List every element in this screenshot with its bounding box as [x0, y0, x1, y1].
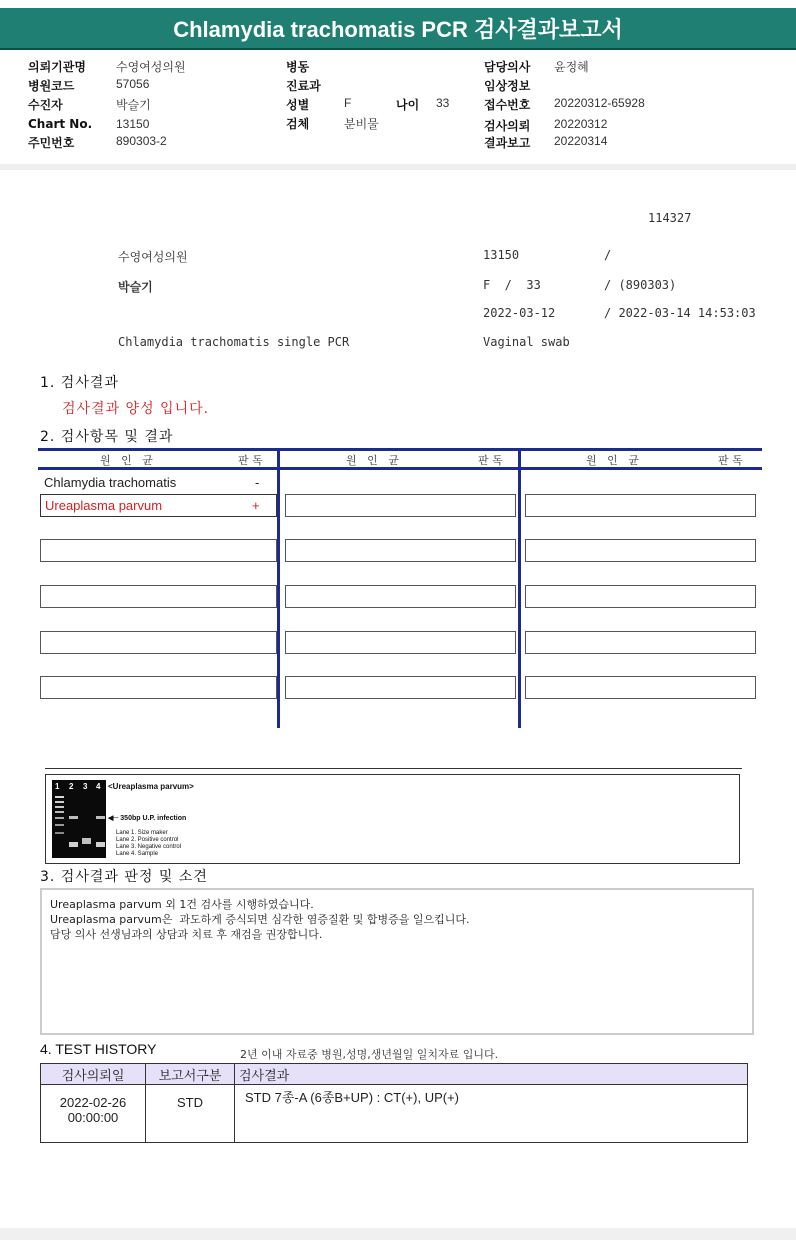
header-value-hospital-code: 57056: [116, 77, 150, 91]
report-title: Chlamydia trachomatis PCR 검사결과보고서: [0, 8, 796, 50]
history-table: [40, 1063, 748, 1143]
history-header-result: 검사결과: [235, 1064, 748, 1085]
gel-top-rule: [45, 768, 742, 769]
header-label-request-date: 검사의뢰: [484, 119, 531, 133]
header-value-chart-no: 13150: [116, 117, 150, 131]
opinion-line: Ureaplasma parvum은 과도하게 증식되면 심각한 염증질환 및 합병증을 일으킵니다.: [50, 913, 470, 926]
header-value-age: 33: [436, 96, 450, 110]
opinion-line: Ureaplasma parvum 외 1건 검사를 시행하였습니다.: [50, 898, 314, 911]
gel-legend-item: Lane 4. Sample: [116, 851, 159, 857]
gel-lane-number: 3: [83, 782, 88, 791]
positive-result-text: 검사결과 양성 입니다.: [62, 401, 210, 417]
header-label-specimen: 검체: [286, 117, 310, 131]
empty-result-cell: [525, 539, 756, 562]
gel-lane-number: 2: [69, 782, 74, 791]
header-label-clinic: 의뢰기관명: [28, 60, 86, 74]
empty-result-cell: [40, 676, 277, 699]
col-header-reading: 판 독: [238, 454, 263, 467]
result-reading: -: [255, 475, 260, 490]
summary-clinic: 수영여성의원: [118, 250, 188, 264]
history-time: 00:00:00: [67, 1110, 119, 1125]
header-value-resident-no: 890303-2: [116, 134, 167, 148]
header-label-report-date: 결과보고: [484, 136, 531, 150]
col-header-reading: 판 독: [478, 454, 503, 467]
header-value-request-date: 20220312: [554, 117, 608, 131]
header-label-receipt-no: 접수번호: [484, 98, 531, 112]
summary-birth: / (890303): [604, 278, 677, 292]
result-pathogen-name: Chlamydia trachomatis: [44, 475, 177, 490]
header-label-clinical-info: 임상정보: [484, 79, 531, 93]
gel-legend-item: Lane 2. Positive control: [116, 837, 179, 843]
gel-lane-number: 4: [96, 782, 101, 791]
gel-legend-item: Lane 3. Negative control: [116, 844, 182, 850]
empty-result-cell: [525, 631, 756, 654]
gel-lane-number: 1: [55, 782, 60, 791]
history-date-cell: [41, 1085, 146, 1143]
header-label-chart-no: Chart No.: [28, 117, 93, 131]
gel-legend: [116, 830, 181, 858]
empty-result-cell: [525, 676, 756, 699]
result-pathogen-name: Ureaplasma parvum: [45, 498, 163, 513]
gel-electrophoresis-image: [52, 780, 106, 858]
summary-test-name: Chlamydia trachomatis single PCR: [118, 335, 350, 349]
footer-strip: [0, 1228, 796, 1240]
col-header-reading: 판 독: [718, 454, 743, 467]
col-header-pathogen: 원 인 균: [346, 454, 399, 467]
summary-code: 114327: [648, 211, 692, 225]
empty-result-cell: [40, 631, 277, 654]
opinion-box: [40, 888, 754, 1035]
section2-title: 2. 검사항목 및 결과: [40, 429, 174, 445]
summary-sex-age: F / 33: [483, 278, 541, 292]
table-top-rule: [38, 448, 762, 451]
summary-patient: 박슬기: [118, 280, 153, 294]
header-label-doctor: 담당의사: [484, 60, 531, 74]
header-label-age: 나이: [396, 98, 420, 112]
summary-request-date: 2022-03-12: [483, 306, 556, 320]
summary-specimen: Vaginal swab: [483, 335, 570, 349]
empty-result-cell: [285, 585, 516, 608]
header-label-hospital-code: 병원코드: [28, 79, 75, 93]
section1-title: 1. 검사결과: [40, 375, 119, 391]
header-label-resident-no: 주민번호: [28, 136, 75, 150]
history-note: 2년 이내 자료중 병원,성명,생년월일 일치자료 입니다.: [240, 1048, 499, 1061]
header-label-patient: 수진자: [28, 98, 63, 112]
empty-result-cell: [285, 494, 516, 517]
summary-slash: /: [604, 248, 612, 262]
col-header-pathogen: 원 인 균: [586, 454, 639, 467]
opinion-text: [50, 897, 470, 942]
header-value-patient: 박슬기: [116, 98, 151, 112]
header-label-ward: 병동: [286, 60, 310, 74]
gel-title: <Ureaplasma parvum>: [108, 782, 194, 791]
history-type: STD: [146, 1085, 235, 1143]
header-label-department: 진료과: [286, 79, 321, 93]
empty-result-cell: [40, 539, 277, 562]
history-result: STD 7종-A (6종B+UP) : CT(+), UP(+): [235, 1085, 748, 1143]
gel-legend-item: Lane 1. Size maker: [116, 830, 168, 836]
header-divider: [0, 164, 796, 170]
header-value-specimen: 분비물: [344, 117, 379, 131]
gel-band-label: ◀─ 350bp U.P. infection: [108, 815, 187, 822]
header-value-clinic: 수영여성의원: [116, 60, 186, 74]
empty-result-cell: [525, 585, 756, 608]
empty-result-cell: [285, 676, 516, 699]
header-value-report-date: 20220314: [554, 134, 608, 148]
section3-title: 3. 검사결과 판정 및 소견: [40, 869, 208, 885]
empty-result-cell: [40, 585, 277, 608]
section4-title: 4. TEST HISTORY: [40, 1041, 157, 1057]
gel-bands: [52, 780, 106, 858]
history-date: 2022-02-26: [59, 1095, 127, 1110]
history-header-row: [41, 1064, 748, 1085]
summary-chart-no: 13150: [483, 248, 520, 262]
summary-report-datetime: / 2022-03-14 14:53:03: [604, 306, 756, 320]
empty-result-cell: [285, 631, 516, 654]
header-value-receipt-no: 20220312-65928: [554, 96, 645, 110]
opinion-line: 담당 의사 선생님과의 상담과 치료 후 재검을 권장합니다.: [50, 928, 323, 941]
header-value-sex: F: [344, 96, 352, 110]
empty-result-cell: [525, 494, 756, 517]
table-column-divider: [518, 451, 521, 728]
empty-result-cell: [285, 539, 516, 562]
header-label-sex: 성별: [286, 98, 310, 112]
col-header-pathogen: 원 인 균: [100, 454, 153, 467]
table-column-divider: [277, 451, 280, 728]
history-row: [41, 1085, 748, 1143]
history-header-type: 보고서구분: [146, 1064, 235, 1085]
result-reading: +: [252, 498, 260, 513]
result-row: [40, 494, 277, 517]
history-header-date: 검사의뢰일: [41, 1064, 146, 1085]
header-value-doctor: 윤정혜: [554, 60, 589, 74]
